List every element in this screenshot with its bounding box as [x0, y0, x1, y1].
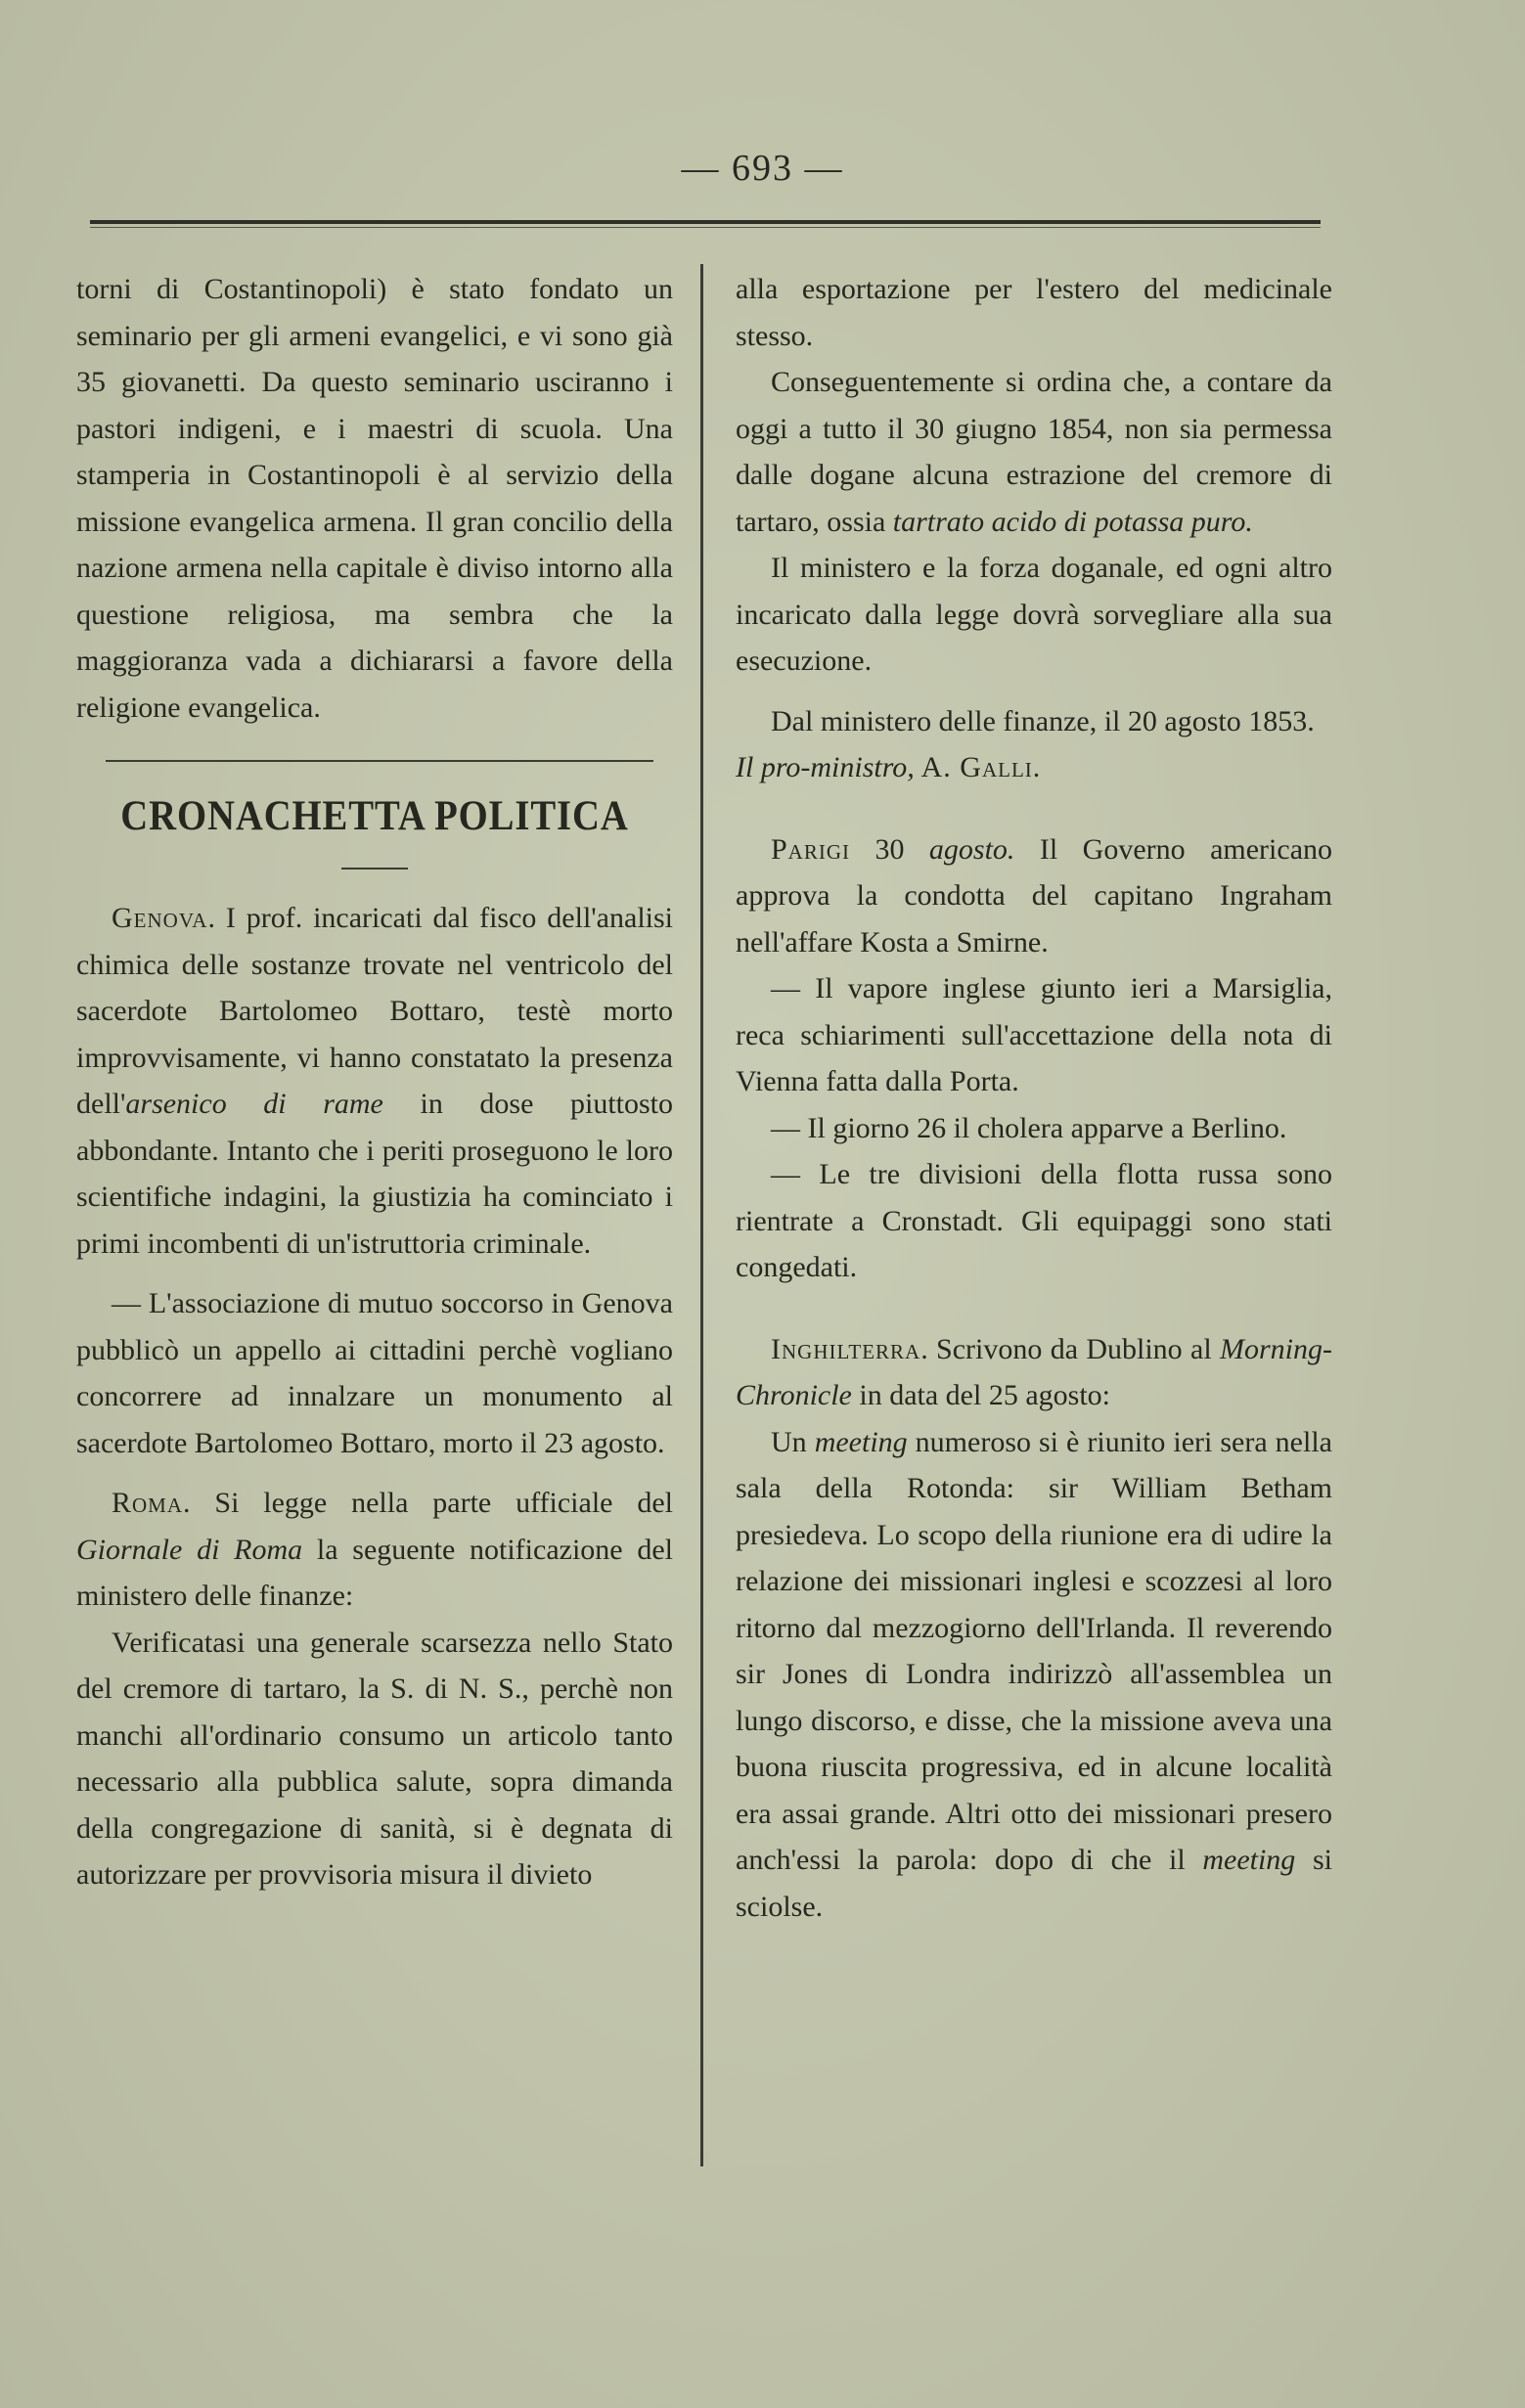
paragraph-text: la seguente notificazione del ministero delle finanze:	[76, 1533, 673, 1612]
italic-text: arsenico di rame	[125, 1088, 383, 1120]
title-underline	[341, 868, 408, 870]
section-title: CRONACHETTA POLITICA	[120, 793, 629, 839]
italic-text: meeting	[1202, 1844, 1296, 1876]
paragraph-text: si sciolse.	[736, 1844, 1332, 1923]
signature-name: A. Galli.	[914, 751, 1042, 783]
paragraph-text: in data del 25 agosto:	[851, 1379, 1110, 1411]
paragraph-associazione: — L'associazione di mutuo soccorso in Genova pubblicò un appello ai cittadini perchè vogliano concorrere ad innalzare un monumento al sacerdote Bartolomeo Bottaro, morto il 23 agosto.	[76, 1287, 673, 1459]
paragraph-genova	[76, 895, 673, 1267]
paragraph-flotta: — Le tre divisioni della flotta russa sono rientrate a Cronstadt. Gli equipaggi sono stati congedati.	[736, 1158, 1332, 1283]
paragraph-text: . Scrivono da Dublino al	[920, 1332, 1220, 1365]
paragraph-text: . I prof. incaricati dal fisco dell'analisi chimica delle sostanze trovate nel ventricolo del sacerdote Bartolomeo Bottaro, testè morto improvvisamente, vi hanno constatato la presenza dell'	[76, 902, 673, 1120]
paragraph-text: numeroso si è riunito ieri sera nella sala della Rotonda: sir William Betham presiedeva. Lo scopo della riunione era di udire la relazione dei missionari inglesi e scozzesi al loro ritorno dal mezzogiorno dell'Irlanda. Il reverendo sir Jones di Londra indirizzò all'assemblea un lungo discorso, e disse, che la missione aveva una buona riuscita progressiva, ed in alcune località era assai grande. Altri otto dei missionari presero anch'essi la parola: dopo di che il	[736, 1425, 1332, 1876]
paragraph-ministero: Il ministero e la forza doganale, ed ogni altro incaricato dalla legge dovrà sorvegliare alla sua esecuzione.	[736, 552, 1332, 677]
paragraph-verificatasi: Verificatasi una generale scarsezza nello Stato del cremore di tartaro, la S. di N. S., perchè non manchi all'ordinario consumo un articolo tanto necessario alla pubblica salute, sopra dimanda della congregazione di sanità, si è degnata di autorizzare per provvisoria misura il divieto	[76, 1626, 673, 1891]
header-rule	[90, 220, 1321, 228]
dateline-parigi: Parigi	[771, 832, 851, 866]
paragraph-meeting	[736, 1419, 1332, 1931]
signature-title: Il pro-ministro,	[736, 751, 915, 783]
paragraph-armenian-seminary: torni di Costantinopoli) è stato fondato un seminario per gli armeni evangelici, e vi sono già 35 giovanetti. Da questo seminario usciranno i pastori indigeni, e i maestri di scuola. Una stamperia in Costantinopoli è al servizio della missione evangelica armena. Il gran concilio della nazione armena nella capitale è diviso intorno alla questione religiosa, ma sembra che la maggioranza vada a dichiararsi a favore della religione evangelica.	[76, 273, 673, 724]
section-divider	[106, 760, 653, 762]
paragraph-roma	[76, 1480, 673, 1620]
paragraph-parigi	[736, 826, 1332, 966]
dateline-genova: Genova	[112, 902, 208, 934]
paragraph-inghilterra	[736, 1326, 1332, 1419]
italic-text: agosto.	[928, 832, 1015, 866]
page-number: — 693 —	[681, 148, 844, 189]
paragraph-text: Conseguentemente si ordina che, a contare da oggi a tutto il 30 giugno 1854, non sia permessa dalle dogane alcuna estrazione del cremore di tartaro, ossia	[736, 366, 1332, 538]
paragraph-text: Il Governo americano approva la condotta del capitano Ingraham nell'affare Kosta a Smirne.	[736, 832, 1333, 959]
left-column	[76, 266, 673, 1898]
paragraph-text: 30	[850, 832, 929, 866]
paragraph-cholera: — Il giorno 26 il cholera apparve a Berlino.	[771, 1111, 1287, 1144]
paragraph-text: in dose piuttosto abbondante. Intanto che i periti proseguono le loro scientifiche indagini, la giustizia ha cominciato i primi incombenti di un'istruttoria criminale.	[76, 1088, 674, 1260]
column-divider	[700, 264, 703, 2166]
italic-text: Giornale di Roma	[76, 1533, 303, 1566]
paragraph-continuation: alla esportazione per l'estero del medicinale stesso.	[736, 273, 1332, 352]
italic-text: meeting	[814, 1425, 908, 1458]
paragraph-vapore: — Il vapore inglese giunto ieri a Marsiglia, reca schiarimenti sull'accettazione della nota di Vienna fatta dalla Porta.	[736, 972, 1332, 1097]
paragraph-dal-ministero: Dal ministero delle finanze, il 20 agosto 1853.	[771, 704, 1315, 737]
paragraph-text: Un	[771, 1425, 815, 1458]
signature	[736, 744, 1332, 791]
dateline-inghilterra: Inghilterra	[771, 1332, 921, 1365]
right-column	[736, 266, 1332, 1930]
paragraph-text: . Si legge nella parte ufficiale del	[183, 1487, 673, 1519]
dateline-roma: Roma	[112, 1487, 184, 1519]
italic-text: Morning-Chronicle	[736, 1332, 1332, 1411]
paragraph-conseguentemente	[736, 359, 1332, 545]
italic-text: tartrato acido di potassa puro.	[892, 505, 1253, 538]
